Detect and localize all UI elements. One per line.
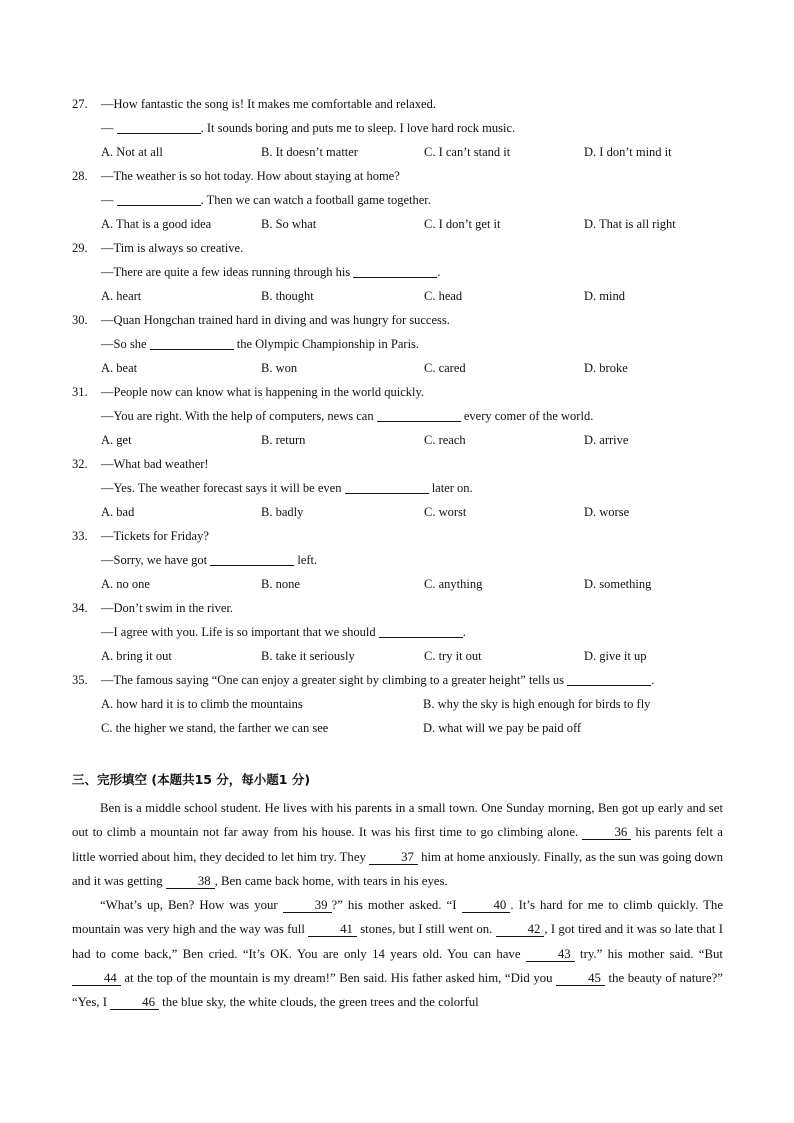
text-segment: left. (294, 553, 318, 567)
option-d[interactable]: D. mind (584, 289, 625, 303)
options-row (72, 644, 732, 668)
cloze-blank[interactable]: 40 (462, 898, 511, 913)
question-text (101, 308, 450, 332)
passage-text: stones, but I still went on. (356, 922, 496, 937)
answer-blank[interactable] (117, 119, 201, 134)
options-row (72, 716, 732, 740)
text-segment: every comer of the world. (460, 409, 594, 423)
text-segment: —Don’t swim in the river. (101, 601, 234, 615)
passage-text: his parents felt a little worried about him, they decided to let him try. They (72, 825, 723, 864)
options-row (72, 140, 732, 164)
option-d[interactable]: D. what will we pay be paid off (423, 721, 582, 735)
option-d[interactable]: D. That is all right (584, 217, 676, 231)
question-34 (72, 596, 732, 668)
option-a[interactable]: A. Not at all (101, 145, 163, 159)
text-segment: . Then we can watch a football game together. (200, 193, 431, 207)
option-b[interactable]: B. return (261, 433, 306, 447)
option-c[interactable]: C. I don’t get it (424, 217, 501, 231)
question-text (101, 236, 243, 260)
option-b[interactable]: B. thought (261, 289, 314, 303)
passage-text: , I got tired and it was so late that I had to come back,” Ben cried. “It’s OK. You are only 14 years old. You can have (72, 922, 724, 961)
passage-text: . It’s hard for me to climb quickly. The mountain was very high and the way was full (72, 898, 724, 937)
question-text (101, 260, 440, 284)
cloze-blank[interactable]: 46 (110, 995, 159, 1010)
text-segment: —I agree with you. Life is so important that we should (101, 625, 379, 639)
passage-text: the beauty of nature?” “Yes, I (72, 971, 723, 1010)
text-segment: —How fantastic the song is! It makes me comfortable and relaxed. (101, 97, 436, 111)
text-segment: —Yes. The weather forecast says it will be even (101, 481, 345, 495)
answer-blank[interactable] (567, 671, 651, 686)
cloze-passage (72, 796, 723, 1015)
question-text (101, 188, 431, 212)
passage-text: the blue sky, the white clouds, the green trees and the colorful (158, 995, 479, 1010)
text-segment: —Quan Hongchan trained hard in diving and was hungry for success. (101, 313, 450, 327)
answer-blank[interactable] (379, 623, 463, 638)
cloze-blank[interactable]: 36 (582, 825, 631, 840)
option-a[interactable]: A. heart (101, 289, 142, 303)
text-segment: —What bad weather! (101, 457, 209, 471)
text-segment: —Tickets for Friday? (101, 529, 209, 543)
question-text (101, 404, 593, 428)
options-row (72, 428, 732, 452)
text-segment: —People now can know what is happening in the world quickly. (101, 385, 425, 399)
text-segment: —Tim is always so creative. (101, 241, 244, 255)
option-d[interactable]: D. arrive (584, 433, 629, 447)
section-heading: 三、完形填空 (本题共15 分，每小题1 分) (72, 772, 311, 787)
passage-text: , Ben came back home, with tears in his eyes. (214, 873, 448, 888)
option-b[interactable]: B. why the sky is high enough for birds to fly (423, 697, 651, 711)
question-number: 35. (72, 673, 88, 687)
options-row (72, 692, 732, 716)
question-line (72, 164, 732, 188)
cloze-blank[interactable]: 44 (72, 971, 121, 986)
question-number: 34. (72, 601, 88, 615)
question-number: 33. (72, 529, 88, 543)
answer-blank[interactable] (150, 335, 234, 350)
option-a[interactable]: A. how hard it is to climb the mountains (101, 697, 303, 711)
passage-text: try.” his mother said. “But (574, 946, 723, 961)
question-line (72, 620, 732, 644)
options-row (72, 356, 732, 380)
option-a[interactable]: A. no one (101, 577, 150, 591)
question-line (72, 452, 732, 476)
option-b[interactable]: B. none (261, 577, 300, 591)
option-b[interactable]: B. So what (261, 217, 317, 231)
answer-blank[interactable] (117, 191, 201, 206)
option-b[interactable]: B. take it seriously (261, 649, 355, 663)
passage-text: ?” his mother asked. “I (331, 898, 462, 913)
passage-text: Ben is a middle school student. He lives with his parents in a small town. One Sunday morning, Ben got up early and set out to climb a mountain not far away from his house. It was his first time to go climbing alone. (72, 801, 723, 840)
passage-paragraph-2 (72, 893, 723, 1014)
question-line (72, 476, 732, 500)
question-31 (72, 380, 732, 452)
cloze-blank[interactable]: 38 (166, 874, 215, 889)
question-29 (72, 236, 732, 308)
text-segment: —There are quite a few ideas running through his (101, 265, 354, 279)
option-a[interactable]: A. get (101, 433, 132, 447)
text-segment: — (101, 121, 117, 135)
question-27 (72, 92, 732, 164)
option-b[interactable]: B. It doesn’t matter (261, 145, 358, 159)
option-d[interactable]: D. something (584, 577, 652, 591)
text-segment: . It sounds boring and puts me to sleep. I love hard rock music. (200, 121, 516, 135)
cloze-blank[interactable]: 42 (496, 922, 545, 937)
question-line (72, 92, 732, 116)
text-segment: —The famous saying “One can enjoy a greater sight by climbing to a greater height” tells us (101, 673, 568, 687)
option-a[interactable]: A. bring it out (101, 649, 172, 663)
question-number: 30. (72, 313, 88, 327)
question-line (72, 236, 732, 260)
question-text (101, 332, 419, 356)
question-line (72, 308, 732, 332)
options-row (72, 284, 732, 308)
cloze-blank[interactable]: 39 (283, 898, 332, 913)
question-line (72, 524, 732, 548)
question-line (72, 548, 732, 572)
option-c[interactable]: C. anything (424, 577, 483, 591)
option-d[interactable]: D. broke (584, 361, 628, 375)
text-segment: — (101, 193, 117, 207)
question-number: 27. (72, 97, 88, 111)
answer-blank[interactable] (377, 407, 461, 422)
question-line (72, 668, 732, 692)
text-segment: —So she (101, 337, 150, 351)
cloze-blank[interactable]: 37 (369, 850, 418, 865)
question-line (72, 260, 732, 284)
text-segment: —You are right. With the help of computers, news can (101, 409, 377, 423)
options-row (72, 572, 732, 596)
question-28 (72, 164, 732, 236)
question-text (101, 452, 209, 476)
cloze-blank[interactable]: 45 (556, 971, 605, 986)
option-c[interactable]: C. cared (424, 361, 466, 375)
option-d[interactable]: D. give it up (584, 649, 647, 663)
question-text (101, 476, 473, 500)
question-35 (72, 668, 732, 740)
option-a[interactable]: A. beat (101, 361, 138, 375)
question-text (101, 164, 400, 188)
option-b[interactable]: B. badly (261, 505, 304, 519)
question-text (101, 668, 654, 692)
question-number: 32. (72, 457, 88, 471)
option-a[interactable]: A. bad (101, 505, 135, 519)
text-segment: . (462, 625, 466, 639)
passage-text: him at home anxiously. Finally, as the sun was going down and it was getting (72, 849, 723, 888)
question-number: 28. (72, 169, 88, 183)
cloze-blank[interactable]: 41 (308, 922, 357, 937)
question-32 (72, 452, 732, 524)
option-d[interactable]: D. worse (584, 505, 630, 519)
option-c[interactable]: C. worst (424, 505, 467, 519)
text-segment: later on. (428, 481, 473, 495)
option-c[interactable]: C. the higher we stand, the farther we can see (101, 721, 329, 735)
option-b[interactable]: B. won (261, 361, 298, 375)
question-line (72, 380, 732, 404)
question-30 (72, 308, 732, 380)
question-text (101, 548, 317, 572)
text-segment: . (437, 265, 441, 279)
question-text (101, 596, 233, 620)
text-segment: the Olympic Championship in Paris. (233, 337, 420, 351)
question-text (101, 116, 515, 140)
question-line (72, 116, 732, 140)
question-line (72, 596, 732, 620)
option-d[interactable]: D. I don’t mind it (584, 145, 672, 159)
option-c[interactable]: C. reach (424, 433, 466, 447)
answer-blank[interactable] (345, 479, 429, 494)
question-line (72, 188, 732, 212)
question-text (101, 380, 424, 404)
question-text (101, 524, 209, 548)
question-line (72, 404, 732, 428)
option-c[interactable]: C. try it out (424, 649, 482, 663)
passage-text: at the top of the mountain is my dream!” Ben said. His father asked him, “Did you (120, 971, 557, 986)
answer-blank[interactable] (353, 263, 437, 278)
option-c[interactable]: C. I can’t stand it (424, 145, 511, 159)
options-row (72, 500, 732, 524)
option-c[interactable]: C. head (424, 289, 463, 303)
text-segment: . (651, 673, 655, 687)
text-segment: —The weather is so hot today. How about staying at home? (101, 169, 400, 183)
question-line (72, 332, 732, 356)
cloze-blank[interactable]: 43 (526, 947, 575, 962)
question-number: 29. (72, 241, 88, 255)
passage-paragraph-1 (72, 796, 723, 893)
question-number: 31. (72, 385, 88, 399)
question-33 (72, 524, 732, 596)
question-text (101, 92, 436, 116)
text-segment: —Sorry, we have got (101, 553, 211, 567)
passage-text: “What’s up, Ben? How was your (100, 898, 283, 913)
options-row (72, 212, 732, 236)
option-a[interactable]: A. That is a good idea (101, 217, 212, 231)
question-text (101, 620, 466, 644)
answer-blank[interactable] (210, 551, 294, 566)
